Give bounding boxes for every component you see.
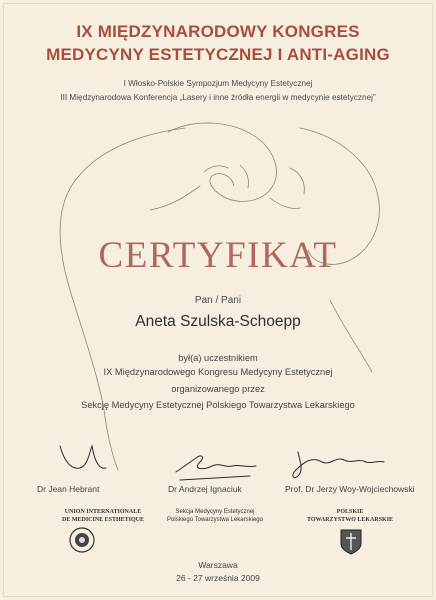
org-uime-line1: UNION INTERNATIONALE <box>64 509 142 515</box>
org-section-line1: Sekcja Medycyny Estetycznej <box>175 509 255 515</box>
event-dates: 26 - 27 września 2009 <box>176 573 260 583</box>
participation-line: był(a) uczestnikiem <box>178 353 258 363</box>
recipient-name: Aneta Szulska-Schoepp <box>135 313 301 330</box>
signer-hebrant: Dr Jean Hebrant <box>37 484 100 494</box>
congress-title-line1: IX MIĘDZYNARODOWY KONGRES <box>76 22 360 41</box>
conference-subtitle: III Międzynarodowa Konferencja „Lasery i inne źródła energii w medycynie estetycznej” <box>60 93 376 102</box>
uime-seal-icon <box>68 526 96 554</box>
event-city: Warszawa <box>198 560 238 570</box>
org-section <box>150 508 280 524</box>
signer-ignaciuk: Dr Andrzej Ignaciuk <box>168 484 242 494</box>
signatures-ink <box>60 446 384 480</box>
certificate-heading: CERTYFIKAT <box>98 235 338 276</box>
org-section-line2: Polskiego Towarzystwa Lekarskiego <box>167 517 263 523</box>
organizer-line: Sekcję Medycyny Estetycznej Polskiego Towarzystwa Lekarskiego <box>81 400 355 410</box>
org-ptl-line1: POLSKIE <box>336 509 364 515</box>
salutation: Pan / Pani <box>194 295 242 306</box>
org-uime <box>48 508 158 524</box>
org-ptl <box>290 508 410 524</box>
congress-name-line: IX Międzynarodowego Kongresu Medycyny Estetycznej <box>103 367 333 377</box>
signer-woy-wojciechowski: Prof. Dr Jerzy Woy-Wojciechowski <box>285 484 415 494</box>
organized-by-line: organizowanego przez <box>171 384 265 394</box>
org-ptl-line2: TOWARZYSTWO LEKARSKIE <box>306 517 394 523</box>
org-uime-line2: DE MEDICINE ESTHETIQUE <box>61 517 145 523</box>
congress-title-line2: MEDYCYNY ESTETYCZNEJ I ANTI-AGING <box>46 45 390 64</box>
ptl-emblem-icon <box>338 526 364 556</box>
symposium-subtitle: I Włosko-Polskie Sympozjum Medycyny Estetycznej <box>123 79 313 88</box>
